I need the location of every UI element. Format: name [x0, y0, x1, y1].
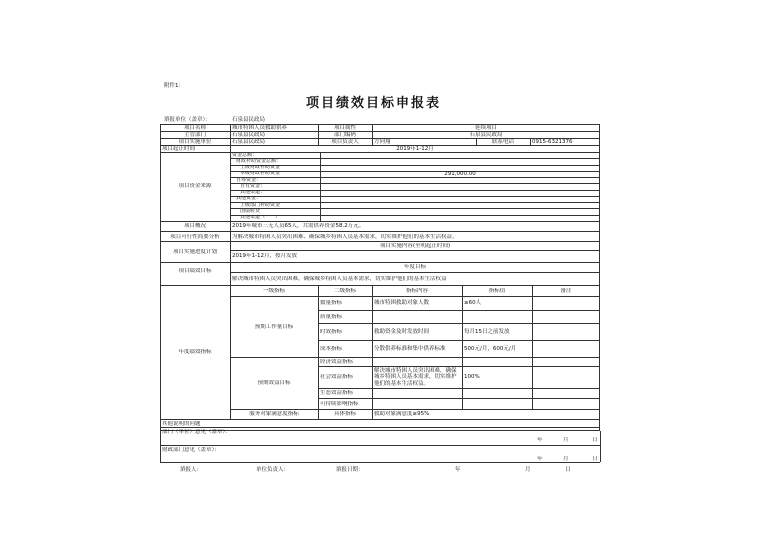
satisfaction-content: 救助对象满意度≥95% — [374, 411, 430, 417]
fund-item: 其他渠道（ ） — [240, 215, 281, 221]
feasibility-label: 项目可行性简要分析 — [170, 234, 220, 240]
finance-opinion-year: 年 — [537, 456, 543, 462]
other-label: 其他说明的问题 — [162, 421, 201, 427]
dept-code-label: 部门编码 — [333, 132, 356, 138]
fill-unit-label: 填报单位（盖章）： — [164, 117, 211, 123]
project-name-label: 项目名称 — [183, 125, 206, 131]
indicator-header-l2: 二级指标 — [333, 288, 356, 294]
phone-value: 0915-6321376 — [532, 139, 573, 145]
indicator-l2: 质量指标 — [320, 313, 343, 320]
page-title: 项目绩效目标申报表 — [306, 96, 442, 111]
indicator-value — [464, 389, 530, 398]
satisfaction-l2: 具体指标 — [333, 411, 356, 417]
fund-item: 财政补助资金总额： — [236, 158, 282, 164]
dept-value: 石泉县民政局 — [232, 132, 266, 138]
project-attr-value: 延续项目 — [474, 125, 497, 131]
finance-opinion-month: 月 — [563, 456, 569, 462]
indicator-content — [374, 389, 460, 398]
indicator-value — [464, 358, 530, 366]
indicator-l2: 成本指标 — [320, 345, 343, 352]
level1-effect: 预期效益目标 — [257, 380, 291, 386]
fund-item: 本级财政补助资金 — [240, 171, 281, 177]
indicator-l2: 生态效益指标 — [320, 390, 354, 396]
project-attr-label: 项目属性 — [333, 125, 356, 131]
leader-label: 项目负责人 — [331, 139, 359, 145]
indicator-value — [464, 399, 530, 409]
indicator-header-l1: 一级指标 — [262, 288, 285, 294]
annual-value: 解决城市特困人员突出困难，确保城乡特困人员基本需求，切实维护他们的基本生活权益 — [232, 276, 447, 282]
dept-label: 主管部门 — [183, 132, 206, 138]
plan-value: 2019年1-12月，按月发放 — [232, 253, 297, 259]
finance-opinion-day: 日 — [592, 456, 598, 462]
fund-item: 自筹资金： — [236, 177, 262, 183]
plan-header: 项目实施内容(至明起止时间) — [379, 243, 451, 249]
period-value: 2019年1-12月 — [396, 146, 434, 152]
fund-item: 上级财政补助资金 — [240, 165, 281, 171]
indicator-content: 城市特困救助对象人数 — [374, 300, 430, 307]
indicator-content: 救助资金及时发放时间 — [374, 328, 430, 335]
overview-label: 项目概况 — [183, 223, 206, 229]
fund-item: 其他渠道： — [240, 190, 266, 196]
target-label: 项目绩效目标 — [178, 268, 212, 274]
fund-item: 其他资金： — [236, 196, 262, 202]
footer-day: 日 — [565, 467, 571, 473]
indicator-header-content: 指标内容 — [405, 288, 428, 294]
indicator-value: ≥60人 — [464, 300, 482, 307]
project-name-value: 城市特困人员救助供养 — [232, 125, 288, 131]
satisfaction-l1: 服务对象满意度指标 — [249, 411, 299, 417]
fill-unit-value: 石泉县民政局 — [232, 117, 266, 123]
footer-unit-leader: 单位负责人： — [256, 467, 290, 473]
indicator-content — [374, 399, 460, 409]
fund-item: 国债转贷 — [240, 209, 261, 215]
footer-filler: 填报人： — [180, 467, 203, 473]
dept-opinion-day: 日 — [592, 437, 598, 443]
level1-output: 预期工作量目标 — [254, 324, 294, 330]
indicator-header-value: 指标值 — [488, 288, 506, 294]
finance-opinion-label: 财政部门意见（盖章）： — [162, 447, 220, 453]
dept-opinion-label: 部门（单位）意见（盖章）： — [162, 429, 231, 435]
dept-opinion-month: 月 — [563, 437, 569, 443]
footer-fill-date: 填报日期： — [336, 467, 364, 473]
indicator-value — [464, 311, 530, 323]
impl-unit-label: 项目实施单位 — [178, 139, 212, 145]
indicator-l2: 可持续影响指标 — [320, 400, 359, 407]
local-fund-amount: 291,000.00 — [444, 171, 476, 177]
overview-value: 2019年城市三无人员65人，共需供养资金58.2万元。 — [232, 223, 365, 229]
indicator-l2: 社会效益指标 — [320, 374, 354, 380]
indicator-content: 解决城市特困人员突出困难，确保城乡特困人员基本需求，切实维护他们的基本生活权益。 — [374, 368, 457, 387]
indicator-content: 分散供养标准和集中供养标准 — [374, 345, 446, 352]
plan-label: 项目实施进度计划 — [172, 249, 217, 255]
fund-item: 资金总额： — [232, 152, 258, 158]
dept-code-value: 石泉县民政局 — [469, 132, 503, 138]
footer-year: 年 — [455, 467, 461, 473]
indicator-content — [374, 358, 460, 366]
attachment-label: 附件1： — [164, 83, 184, 89]
period-label: 项目起止时间 — [162, 146, 196, 152]
feasibility-value: 为解决城市特困人员突出困难、确保城乡特困人员基本需求，切实维护他们的基本生活权益。 — [232, 234, 458, 240]
leader-value: 方向翔 — [374, 139, 391, 145]
indicator-section-label: 年度绩效指标 — [178, 349, 212, 355]
phone-label: 联系电话 — [491, 139, 514, 145]
indicator-l2: 数量指标 — [320, 300, 343, 306]
indicator-l2: 经济效益指标 — [320, 358, 354, 365]
fund-item: 上级部门补助资金 — [240, 202, 281, 208]
indicator-content — [374, 311, 460, 323]
funds-section-label: 项目资金来源 — [178, 183, 212, 189]
dept-opinion-year: 年 — [537, 437, 543, 443]
fund-item: 自有资金： — [240, 183, 266, 189]
indicator-value: 100% — [464, 374, 480, 381]
annual-header: 年度目标 — [403, 264, 426, 270]
footer-month: 月 — [525, 467, 531, 473]
indicator-l2: 时效指标 — [320, 328, 343, 335]
indicator-header-note: 备注 — [560, 288, 572, 294]
indicator-value: 500元/月，600元/月 — [464, 345, 517, 352]
impl-unit-value: 石泉县民政局 — [232, 139, 266, 145]
indicator-value: 每月15日之前发放 — [464, 328, 510, 335]
